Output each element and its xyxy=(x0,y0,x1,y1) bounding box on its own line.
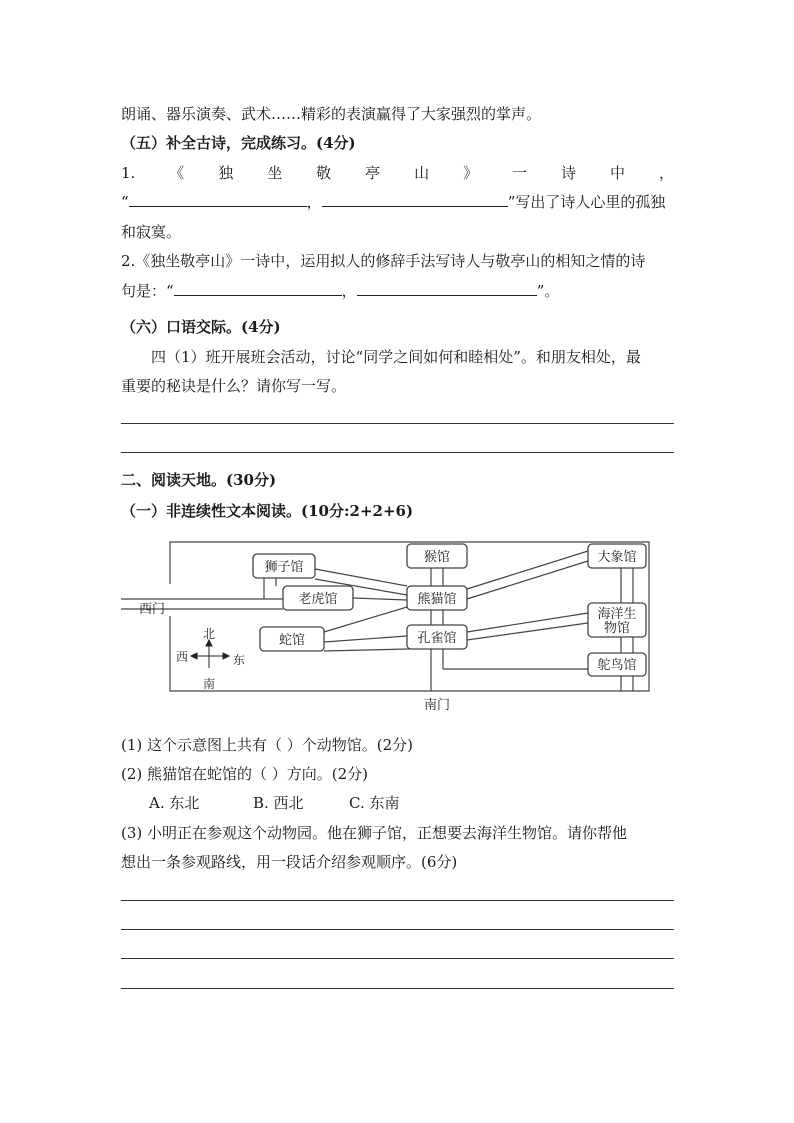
q1-char: 独 xyxy=(218,164,234,182)
ocean-hall-label-line2: 物馆 xyxy=(603,621,631,636)
road xyxy=(315,569,407,586)
section5-q1-line2 xyxy=(121,191,674,213)
road xyxy=(324,607,407,632)
q2-prefix: 句是：“ xyxy=(121,282,174,300)
road xyxy=(467,551,588,589)
answer-line[interactable] xyxy=(121,988,674,989)
q2-end: ”。 xyxy=(536,282,560,300)
q1-char: 坐 xyxy=(267,164,283,182)
road xyxy=(467,561,588,599)
question-1: (1) 这个示意图上共有（ ）个动物馆。(2分) xyxy=(121,736,414,754)
q1-char: 诗 xyxy=(561,164,577,182)
q1-char: 一 xyxy=(512,164,528,182)
section5-title: （五）补全古诗，完成练习。(4分) xyxy=(121,134,356,152)
option-c[interactable]: C. 东南 xyxy=(349,794,400,812)
poem-blank-4[interactable] xyxy=(357,281,537,296)
question-2-options xyxy=(121,792,702,814)
section6-title: （六）口语交际。(4分) xyxy=(121,318,281,336)
section5-q1-line1 xyxy=(121,162,674,184)
ocean-hall-label-line1: 海洋生 xyxy=(597,607,637,622)
section6-para-line1: 四（1）班开展班会活动，讨论“同学之间如何和睦相处”。和朋友相处，最 xyxy=(151,348,641,366)
poem-blank-1[interactable] xyxy=(129,192,307,207)
question-3-line2: 想出一条参观路线，用一段话介绍参观顺序。(6分) xyxy=(121,853,458,871)
q1-char: 》 xyxy=(463,164,479,182)
lion-hall-label: 狮子馆 xyxy=(264,560,304,575)
compass xyxy=(176,627,245,691)
road xyxy=(467,613,588,632)
option-b[interactable]: B. 西北 xyxy=(253,794,304,812)
q1-char: ， xyxy=(658,164,674,182)
compass-west: 西 xyxy=(175,650,189,664)
intro-line: 朗诵、器乐演奏、武术……精彩的表演赢得了大家强烈的掌声。 xyxy=(121,105,542,123)
compass-north: 北 xyxy=(202,627,216,641)
answer-line[interactable] xyxy=(121,929,674,930)
comma: ， xyxy=(341,282,357,300)
compass-east: 东 xyxy=(232,653,246,667)
q1-char: 山 xyxy=(414,164,430,182)
section5-q2-line1: 2.《独坐敬亭山》一诗中，运用拟人的修辞手法写诗人与敬亭山的相知之情的诗 xyxy=(121,252,646,270)
q1-char: 敬 xyxy=(316,164,332,182)
poem-blank-2[interactable] xyxy=(322,192,508,207)
ostrich-hall-label: 鸵鸟馆 xyxy=(597,658,637,673)
answer-line[interactable] xyxy=(121,452,674,453)
poem-blank-3[interactable] xyxy=(174,281,342,296)
snake-hall-label: 蛇馆 xyxy=(278,633,306,648)
answer-line[interactable] xyxy=(121,900,674,901)
monkey-hall-label: 猴馆 xyxy=(423,550,451,565)
east-arrow-icon xyxy=(223,653,229,659)
open-quote: “ xyxy=(121,193,129,211)
question-3-line1: (3) 小明正在参观这个动物园。他在狮子馆，正想要去海洋生物馆。请你帮他 xyxy=(121,824,628,842)
zoo-map xyxy=(121,536,674,716)
answer-line[interactable] xyxy=(121,958,674,959)
south-gate-label: 南门 xyxy=(423,698,451,713)
q1-char: 亭 xyxy=(365,164,381,182)
section5-q2-line2 xyxy=(121,280,674,302)
part2-sub1-title: （一）非连续性文本阅读。(10分:2+2+6) xyxy=(121,502,414,520)
road xyxy=(324,636,407,642)
comma: ， xyxy=(306,193,322,211)
question-2: (2) 熊猫馆在蛇馆的（ ）方向。(2分) xyxy=(121,765,369,783)
west-arrow-icon xyxy=(191,653,197,659)
elephant-hall-label: 大象馆 xyxy=(597,550,637,565)
part2-title: 二、阅读天地。(30分) xyxy=(121,471,277,489)
section6-para-line2: 重要的秘诀是什么？请你写一写。 xyxy=(121,377,347,395)
road xyxy=(324,649,409,651)
panda-hall-label: 熊猫馆 xyxy=(417,592,457,607)
q1-char: 中 xyxy=(609,164,625,182)
q1-tail: ”写出了诗人心里的孤独 xyxy=(507,193,666,211)
road xyxy=(467,623,588,640)
road xyxy=(353,598,407,600)
q1-char: 《 xyxy=(169,164,185,182)
q1-char: 1. xyxy=(121,164,136,182)
section5-q1-line3: 和寂寞。 xyxy=(121,223,182,241)
west-gate-label: 西门 xyxy=(138,602,166,617)
tiger-hall-label: 老虎馆 xyxy=(298,592,338,607)
answer-line[interactable] xyxy=(121,423,674,424)
option-a[interactable]: A. 东北 xyxy=(149,794,200,812)
compass-south: 南 xyxy=(202,677,216,691)
peacock-hall-label: 孔雀馆 xyxy=(417,631,457,646)
